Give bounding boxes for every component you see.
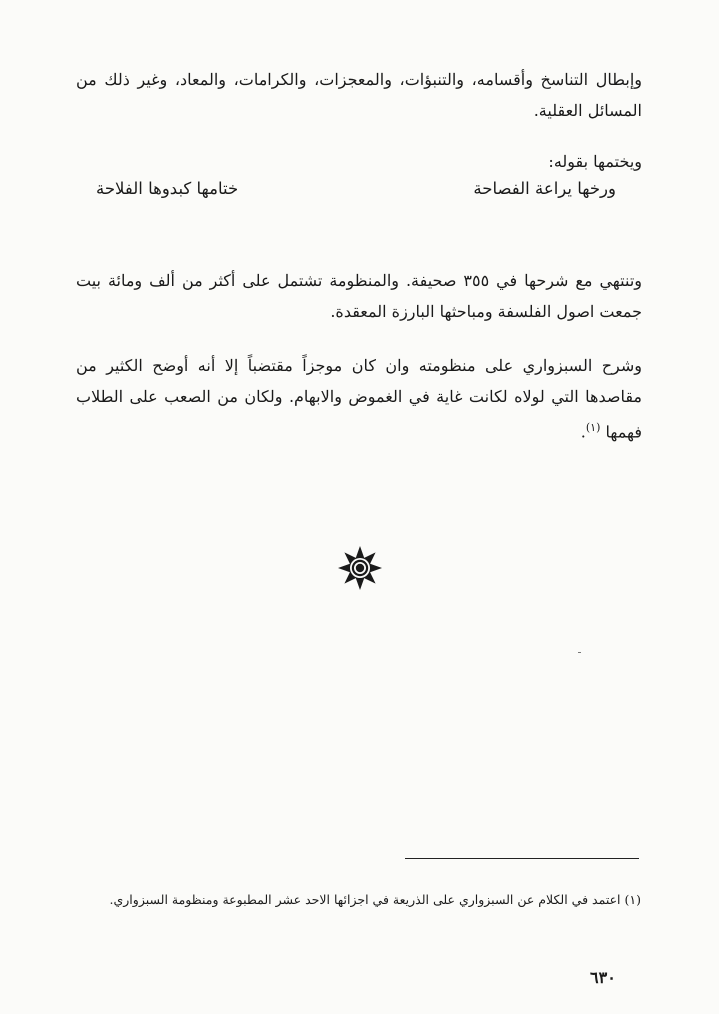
footnote-separator bbox=[405, 858, 639, 859]
verse-first-hemistich: ورخها يراعة الفصاحة bbox=[473, 179, 616, 198]
footnote-reference: (١) bbox=[585, 421, 601, 434]
commentary-text: وشرح السبزواري على منظومته وان كان موجزاً مقتضباً إلا أنه أوضح الكثير من مقاصدها التي لولاه لكانت غاية في الغموض والابهام. ولكان من الصعب على الطلاب فهمها bbox=[76, 356, 642, 442]
paragraph-verse-intro: ويختمها بقوله: bbox=[548, 152, 642, 171]
commentary-end: . bbox=[580, 422, 586, 442]
paragraph-manuscript-length: وتنتهي مع شرحها في ٣٥٥ صحيفة. والمنظومة تشتمل على أكثر من ألف ومائة بيت جمعت اصول الفلسفة ومباحثها البارزة المعقدة. bbox=[76, 271, 642, 321]
page-number: ٦٣٠ bbox=[590, 968, 616, 987]
section-ornament-icon bbox=[337, 545, 383, 591]
paragraph-philosophy-topics: وإبطال التناسخ وأقسامه، والتنبؤات، والمعجزات، والكرامات، والمعاد، وغير ذلك من المسائل العقلية. bbox=[76, 70, 642, 120]
verse-second-hemistich: ختامها كبدوها الفلاحة bbox=[96, 179, 239, 198]
footnote: (١) اعتمد في الكلام عن السبزواري على الذريعة في اجزائها الاحد عشر المطبوعة ومنظومة السبزواري. bbox=[109, 891, 641, 907]
print-speck bbox=[578, 652, 581, 653]
poem-verse bbox=[96, 172, 616, 206]
ornament-center bbox=[356, 564, 364, 572]
paragraph-commentary bbox=[76, 350, 642, 447]
